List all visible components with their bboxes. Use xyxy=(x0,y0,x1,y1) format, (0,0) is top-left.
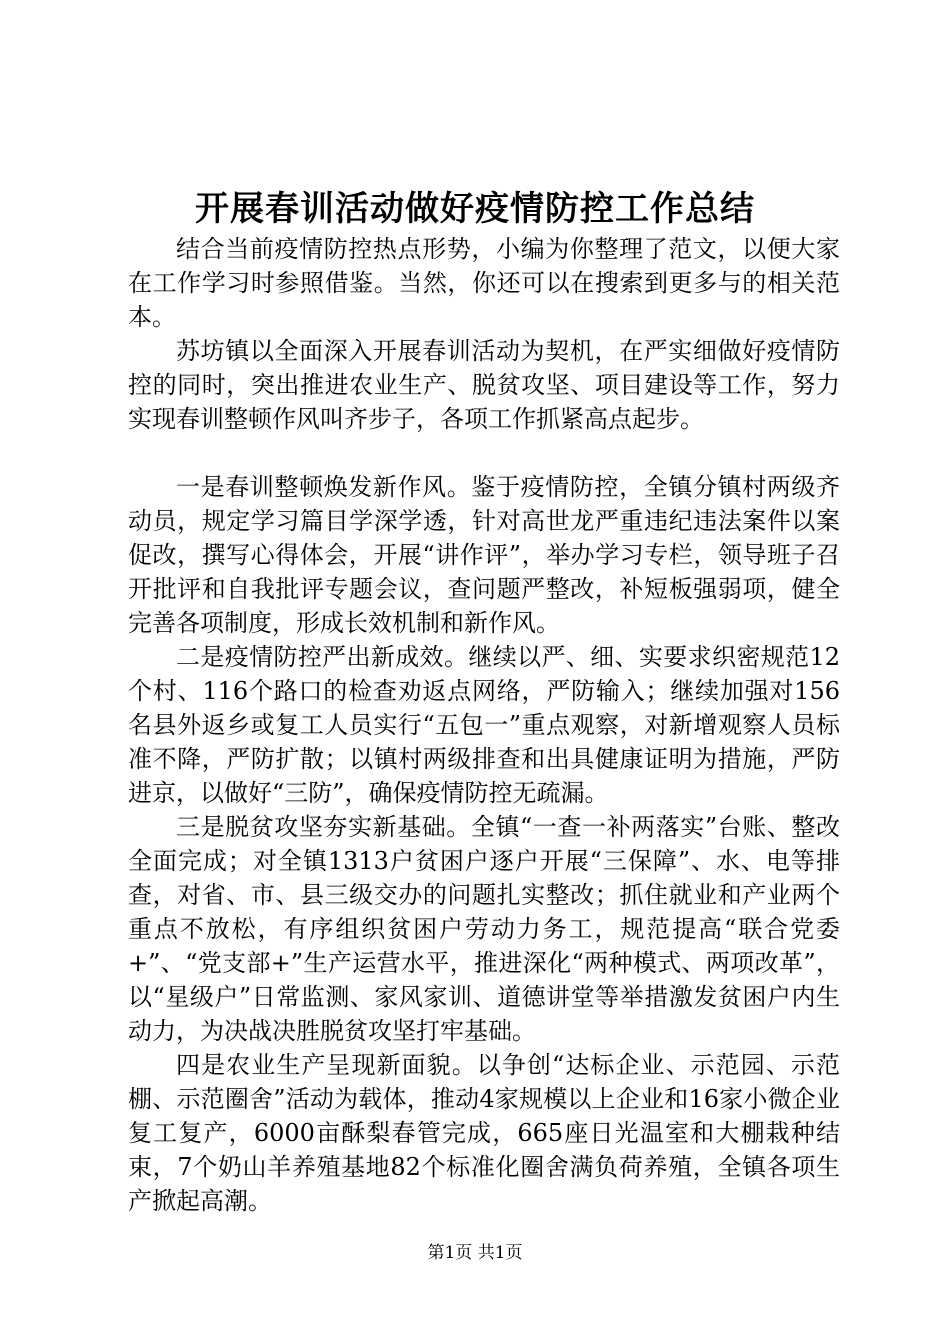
paragraph-point-four: 四是农业生产呈现新面貌。以争创“达标企业、示范园、示范棚、示范圈舍”活动为载体，推动4家规模以上企业和16家小微企业复工复产，6000亩酥梨春管完成，665座日光温室和大棚栽种结束，7个奶山羊养殖基地82个标准化圈舍满负荷养殖，全镇各项生产掀起高潮。 xyxy=(128,1051,840,1215)
paragraph-point-three: 三是脱贫攻坚夯实新基础。全镇“一查一补两落实”台账、整改全面完成；对全镇1313户贫困户逐户开展“三保障”、水、电等排查，对省、市、县三级交办的问题扎实整改；抓住就业和产业两个重点不放松，有序组织贫困户劳动力务工，规范提高“联合党委+”、“党支部+”生产运营水平，推进深化“两种模式、两项改革”，以“星级户”日常监测、家风家训、道德讲堂等举措激发贫困户内生动力，为决战决胜脱贫攻坚打牢基础。 xyxy=(128,813,840,1045)
document-body xyxy=(128,232,840,1218)
paragraph-point-one: 一是春训整顿焕发新作风。鉴于疫情防控，全镇分镇村两级齐动员，规定学习篇目学深学透，针对高世龙严重违纪违法案件以案促改，撰写心得体会，开展“讲作评”，举办学习专栏，领导班子召开批评和自我批评专题会议，查问题严整改，补短板强弱项，健全完善各项制度，形成长效机制和新作风。 xyxy=(128,473,840,637)
page-footer: 第1页 共1页 xyxy=(427,1243,523,1263)
paragraph-gap xyxy=(128,436,840,470)
document-title: 开展春训活动做好疫情防控工作总结 xyxy=(195,189,755,229)
paragraph-point-two: 二是疫情防控严出新成效。继续以严、细、实要求织密规范12个村、116个路口的检查劝返点网络，严防输入；继续加强对156名县外返乡或复工人员实行“五包一”重点观察，对新增观察人员标准不降，严防扩散；以镇村两级排查和出具健康证明为措施，严防进京，以做好“三防”，确保疫情防控无疏漏。 xyxy=(128,643,840,807)
paragraph-summary: 苏坊镇以全面深入开展春训活动为契机，在严实细做好疫情防控的同时，突出推进农业生产、脱贫攻坚、项目建设等工作，努力实现春训整顿作风叫齐步子，各项工作抓紧高点起步。 xyxy=(128,337,840,433)
paragraph-intro: 结合当前疫情防控热点形势，小编为你整理了范文，以便大家在工作学习时参照借鉴。当然，你还可以在搜索到更多与的相关范本。 xyxy=(128,235,840,331)
